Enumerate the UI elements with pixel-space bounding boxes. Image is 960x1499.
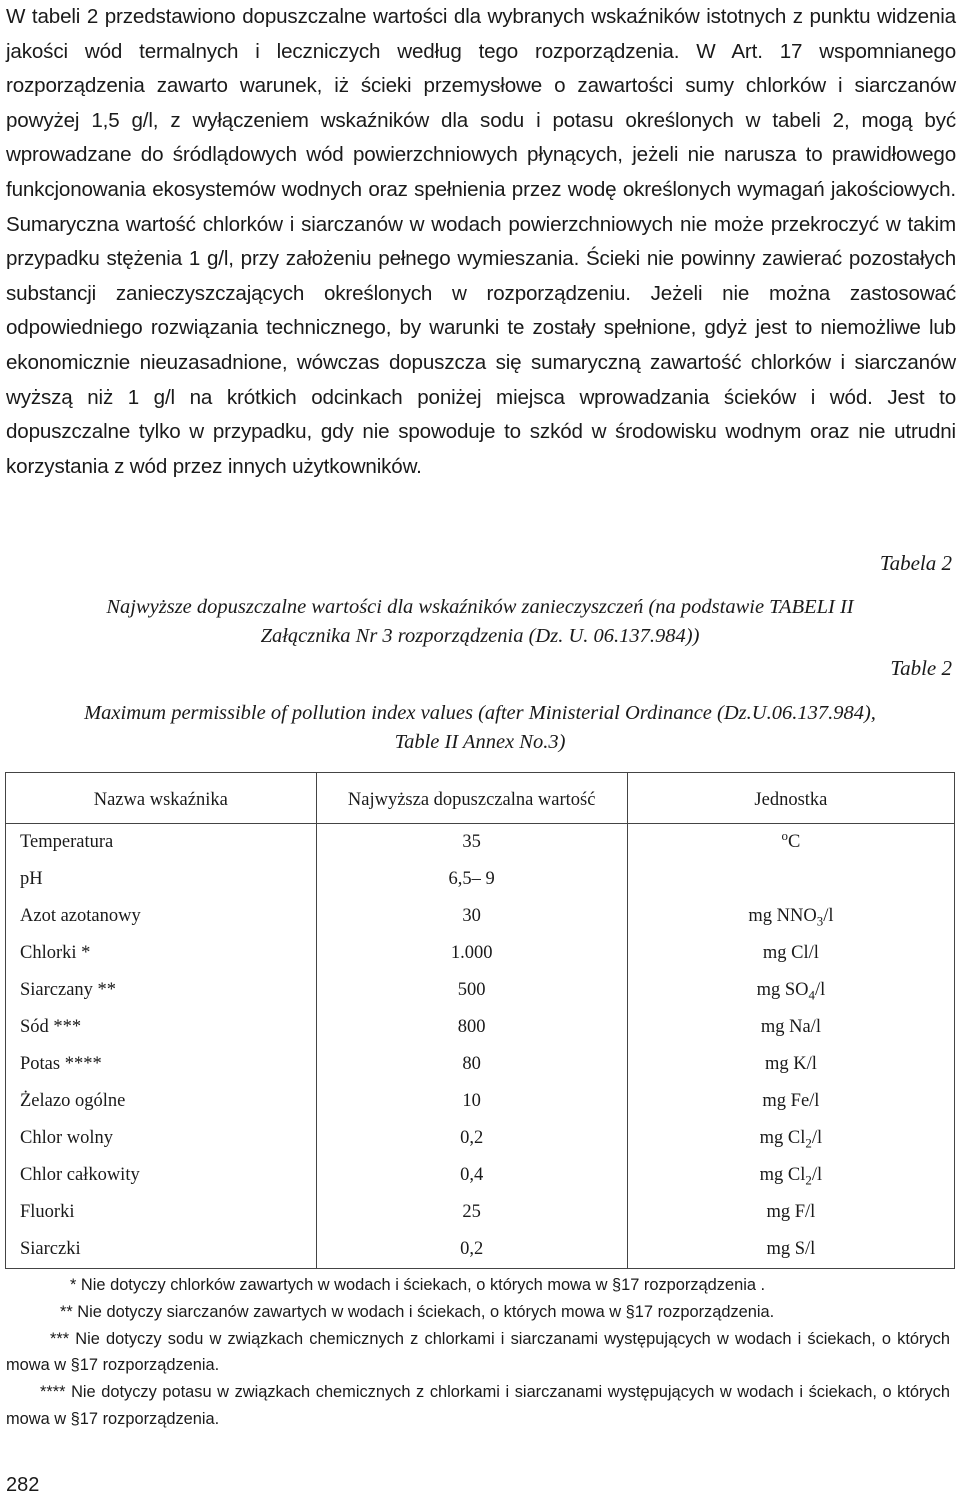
table-header-row [6, 773, 955, 824]
footnotes [6, 1272, 950, 1433]
table-caption-pl [0, 593, 960, 651]
unit-text: mg F/l [766, 1202, 816, 1222]
table-row [6, 1120, 955, 1157]
table-caption-pl-line2: Załącznika Nr 3 rozporządzenia (Dz. U. 06.137.984)) [260, 625, 700, 647]
body-paragraph: W tabeli 2 przedstawiono dopuszczalne wartości dla wybranych wskaźników istotnych z punktu widzenia jakości wód termalnych i leczniczych według tego rozporządzenia. W Art. 17 wspomnianego rozporządzenia zawarto warunek, iż ścieki przemysłowe o zawartości sumy chlorków i siarczanów powyżej 1,5 g/l, z wyłączeniem wskaźników dla sodu i potasu określonych w tabeli 2, mogą być wprowadzane do śródlądowych wód powierzchniowych płynących, jeżeli nie narusza to prawidłowego funkcjonowania ekosystemów wodnych oraz spełnienia przez wodę określonych wymagań jakościowych. Sumaryczna wartość chlorków i siarczanów w wodach powierzchniowych nie może przekroczyć w takim przypadku stężenia 1 g/l, przy założeniu pełnego wymieszania. Ścieki nie powinny zawierać pozostałych substancji zanieczyszczających określonych w rozporządzeniu. Jeżeli nie można zastosować odpowiedniego rozwiązania technicznego, by warunki te zostały spełnione, gdyż jest to niemożliwe lub ekonomicznie nieuzasadnione, wówczas dopuszcza się sumaryczną zawartość chlorków i siarczanów wyższą niż 1 g/l na krótkich odcinkach poniżej miejsca wprowadzania ścieków i wód. Jest to dopuszczalne tylko w przypadku, gdy nie spowoduje to szkód w środowisku wodnym oraz nie utrudni korzystania z wód przez innych użytkowników. [6, 5, 956, 478]
unit-text: mg SO [756, 980, 809, 1000]
pollution-limits-table [5, 772, 955, 1269]
cell-max-value: 500 [316, 972, 627, 1009]
table-row [6, 1083, 955, 1120]
cell-max-value: 800 [316, 1009, 627, 1046]
cell-indicator-name: Sód *** [6, 1009, 317, 1046]
table-row [6, 1194, 955, 1231]
footnote-1: * Nie dotyczy chlorków zawartych w wodach i ściekach, o których mowa w §17 rozporządzenia . [70, 1276, 766, 1294]
unit-subscript: 4 [808, 987, 815, 1003]
cell-unit [627, 1083, 954, 1120]
unit-subscript: 3 [816, 913, 824, 929]
footnote-3: *** Nie dotyczy sodu w związkach chemicznych z chlorkami i siarczanami występujących w wodach i ściekach, o których mowa w §17 rozporządzenia. [6, 1329, 950, 1375]
cell-indicator-name: Chlor wolny [6, 1120, 317, 1157]
cell-indicator-name: Żelazo ogólne [6, 1083, 317, 1120]
cell-max-value: 80 [316, 1046, 627, 1083]
unit-text: mg Cl/l [762, 943, 819, 963]
cell-unit [627, 972, 954, 1009]
header-unit: Jednostka [627, 773, 954, 824]
header-max-value: Najwyższa dopuszczalna wartość [316, 773, 627, 824]
table-row [6, 935, 955, 972]
unit-text: mg K/l [764, 1054, 817, 1074]
cell-max-value: 10 [316, 1083, 627, 1120]
unit-text: mg Fe/l [762, 1091, 820, 1111]
table-row [6, 1009, 955, 1046]
cell-max-value: 0,4 [316, 1157, 627, 1194]
unit-text: mg S/l [766, 1239, 816, 1259]
table-caption-en [0, 699, 960, 757]
cell-indicator-name: Fluorki [6, 1194, 317, 1231]
cell-max-value: 0,2 [316, 1231, 627, 1269]
unit-subscript: 2 [805, 1172, 812, 1188]
cell-unit [627, 824, 954, 862]
unit-tail: /l [814, 980, 826, 1000]
unit-text: C [787, 832, 801, 852]
cell-unit [627, 935, 954, 972]
unit-tail: /l [823, 906, 834, 926]
table-caption-en-line2: Table II Annex No.3) [394, 731, 566, 753]
table-body [6, 824, 955, 1269]
table-row [6, 972, 955, 1009]
unit-tail: /l [811, 1165, 823, 1185]
cell-indicator-name: Siarczki [6, 1231, 317, 1269]
cell-indicator-name: Potas **** [6, 1046, 317, 1083]
cell-max-value: 6,5– 9 [316, 861, 627, 898]
table-row [6, 1046, 955, 1083]
table-label-en: Table 2 [890, 656, 952, 680]
unit-subscript: 2 [805, 1135, 812, 1151]
header-indicator-name: Nazwa wskaźnika [6, 773, 317, 824]
cell-unit [627, 1231, 954, 1269]
table-row [6, 1157, 955, 1194]
table-caption-pl-line1: Najwyższe dopuszczalne wartości dla wskaźników zanieczyszczeń (na podstawie TABELI II [106, 596, 854, 618]
table-row [6, 824, 955, 862]
cell-indicator-name: Siarczany ** [6, 972, 317, 1009]
unit-text: mg Na/l [760, 1017, 821, 1037]
cell-unit [627, 1120, 954, 1157]
footnote-4: **** Nie dotyczy potasu w związkach chemicznych z chlorkami i siarczanami występujących w wodach i ściekach, o których mowa w §17 rozporządzenia. [6, 1383, 950, 1428]
unit-superscript: o [781, 827, 788, 843]
cell-max-value: 0,2 [316, 1120, 627, 1157]
cell-unit [627, 1157, 954, 1194]
cell-unit [627, 1046, 954, 1083]
table-label-pl: Tabela 2 [879, 551, 952, 575]
cell-unit [627, 898, 954, 935]
cell-max-value: 1.000 [316, 935, 627, 972]
unit-text: mg NNO [748, 906, 817, 926]
cell-unit [627, 861, 954, 898]
cell-indicator-name: Temperatura [6, 824, 317, 862]
unit-text: mg Cl [759, 1128, 806, 1148]
cell-unit [627, 1194, 954, 1231]
unit-text: mg Cl [759, 1165, 806, 1185]
table-caption-en-line1: Maximum permissible of pollution index values (after Ministerial Ordinance (Dz.U.06.137.984), [84, 702, 876, 724]
cell-indicator-name: Chlorki * [6, 935, 317, 972]
cell-indicator-name: Azot azotanowy [6, 898, 317, 935]
table-row [6, 898, 955, 935]
cell-max-value: 25 [316, 1194, 627, 1231]
cell-max-value: 35 [316, 824, 627, 862]
cell-indicator-name: Chlor całkowity [6, 1157, 317, 1194]
cell-indicator-name: pH [6, 861, 317, 898]
unit-tail: /l [811, 1128, 823, 1148]
footnote-2: ** Nie dotyczy siarczanów zawartych w wodach i ściekach, o których mowa w §17 rozporządzenia. [60, 1302, 775, 1321]
table-row [6, 1231, 955, 1269]
cell-unit [627, 1009, 954, 1046]
page-number: 282 [6, 1474, 40, 1496]
table-row [6, 861, 955, 898]
cell-max-value: 30 [316, 898, 627, 935]
